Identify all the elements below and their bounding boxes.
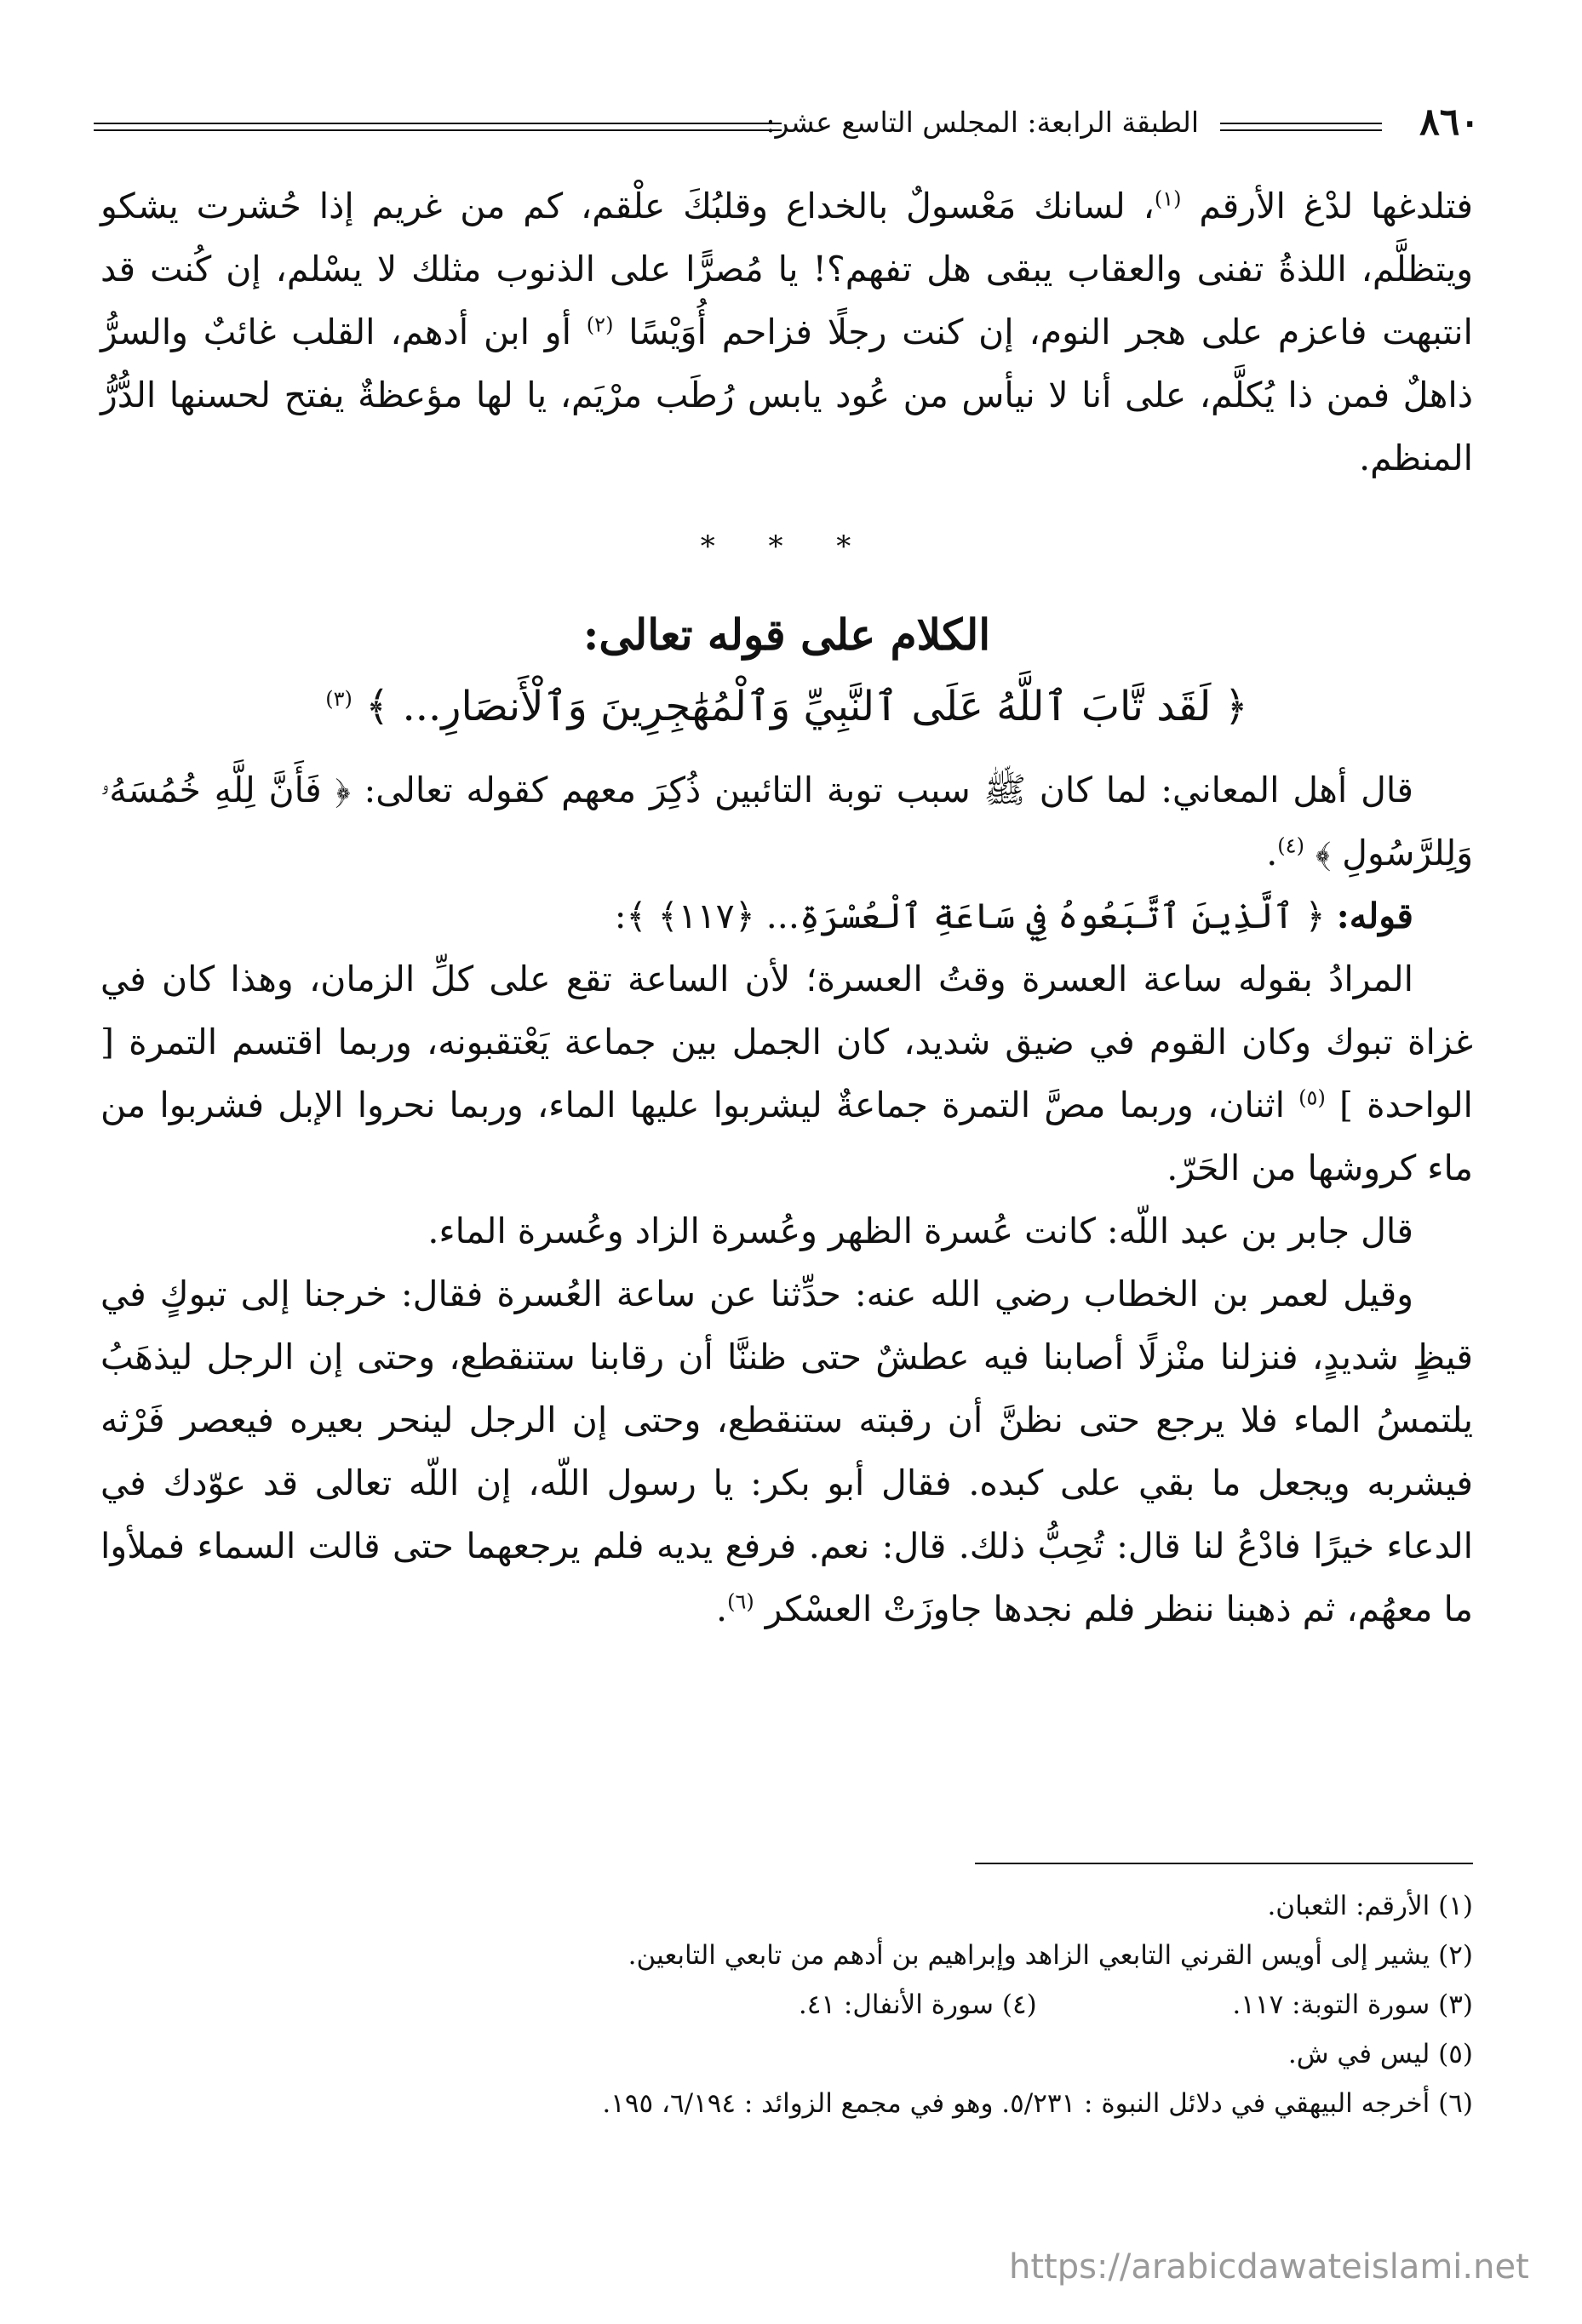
qawluhu-line	[100, 884, 1473, 947]
footnote-text: الأرقم: الثعبان.	[1267, 1891, 1430, 1921]
qawluhu-lead: قوله:	[1336, 896, 1413, 936]
footnote-ref-5: (٥)	[1298, 1085, 1326, 1110]
paragraph-3	[100, 947, 1473, 1199]
footnote-text: سورة التوبة: ١١٧.	[1232, 1989, 1430, 2020]
paragraph-5-end: .	[716, 1588, 728, 1629]
paragraph-2	[100, 758, 1473, 884]
footnote-item	[100, 1881, 1473, 1931]
footnote-number: (٢)	[1438, 1940, 1473, 1971]
footnote-number: (٥)	[1438, 2039, 1473, 2069]
footnote-number: (٤)	[1001, 1989, 1037, 2020]
footnote-text: ليس في ش.	[1287, 2039, 1430, 2069]
paragraph-4	[100, 1199, 1473, 1262]
main-text	[100, 175, 1473, 1640]
footnote-divider	[975, 1863, 1473, 1864]
paragraph-2-end: .	[1266, 833, 1278, 873]
footnote-text: سورة الأنفال: ٤١.	[798, 1989, 994, 2020]
paragraph-1-text-b: ، لسانك مَعْسولٌ بالخداع وقلبُكَ علْقم، كم من غريم إذا حُشرت يشكو ويتظلَّم، اللذةُ تفنى والعقاب يبقى هل تفهم؟! يا مُصرًّا على الذنوب مثلك لا يسْلم، إن كُنت قد انتبهت فاعزم على هجر النوم، إن كنت رجلًا فزاحم أُوَيْسًا	[100, 186, 1473, 352]
footnote-ref-6: (٦)	[727, 1589, 754, 1614]
page-header	[94, 100, 1480, 152]
footnote-text: أخرجه البيهقي في دلائل النبوة : ٥/٢٣١. وهو في مجمع الزوائد : ٦/١٩٤، ١٩٥.	[602, 2088, 1430, 2119]
watermark-link[interactable]: https://arabicdawateislami.net	[1009, 2247, 1529, 2287]
footnote-item	[100, 1931, 1473, 1980]
header-rule-right	[1220, 123, 1382, 131]
footnote-number: (٦)	[1438, 2088, 1473, 2119]
footnote-ref-1: (١)	[1154, 186, 1182, 211]
footnote-item	[100, 1980, 1473, 2029]
footnote-item	[100, 2029, 1473, 2079]
paragraph-3-text-a: المرادُ بقوله ساعة العسرة وقتُ العسرة؛ لأن الساعة تقع على كلِّ الزمان، وهذا كان في غزاة تبوك وكان القوم في ضيق شديد، كان الجمل بين جماعة يَعْتقبونه، وربما اقتسم التمرة [ الواحدة ]	[100, 959, 1473, 1125]
paragraph-1	[100, 175, 1473, 489]
page-number: ٨٦٠	[1419, 100, 1480, 144]
paragraph-5	[100, 1262, 1473, 1640]
footnote-text: يشير إلى أويس القرني التابعي الزاهد وإبراهيم بن أدهم من تابعي التابعين.	[628, 1940, 1430, 1971]
paragraph-3-text-b: اثنان، وربما مصَّ التمرة جماعةٌ ليشربوا عليها الماء، وربما نحروا الإبل فشربوا من ماء كروشها من الحَرّ.	[100, 1085, 1473, 1188]
paragraph-1-text-c: أو ابن أدهم، القلب غائبٌ والسرُّ ذاهلٌ فمن ذا يُكلَّم، على أنا لا نيأس من عُود يابس رُطَب مرْيَم، يا لها مؤعظةٌ يفتح لحسنها الدُّرُّ المنظم.	[100, 312, 1473, 478]
footnote-number: (١)	[1438, 1891, 1473, 1921]
section-separator: * * *	[700, 529, 874, 564]
paragraph-4-text: قال جابر بن عبد اللّه: كانت عُسرة الظهر وعُسرة الزاد وعُسرة الماء.	[427, 1211, 1413, 1251]
footnote-ref-3: (٣)	[325, 687, 353, 711]
footnote-ref-2: (٢)	[586, 312, 614, 337]
footnotes	[100, 1881, 1473, 2128]
qawluhu-verse: ﴿ ٱلَّذِينَ ٱتَّبَعُوهُ فِي سَاعَةِ ٱلْعُسْرَةِ... ﴿١١٧﴾ ﴾:	[614, 896, 1326, 936]
paragraph-5-text: وقيل لعمر بن الخطاب رضي الله عنه: حدِّثنا عن ساعة العُسرة فقال: خرجنا إلى تبوكٍ في قيظٍ شديدٍ، فنزلنا منْزلًا أصابنا فيه عطشٌ حتى ظننَّا أن رقابنا ستنقطع، وحتى إن الرجل ليذهَبُ يلتمسُ الماء فلا يرجع حتى نظنَّ أن رقبته ستنقطع، وحتى إن الرجل لينحر بعيره فيعصر فَرْثه فيشربه ويجعل ما بقي على كبده. فقال أبو بكر: يا رسول اللّه، إن اللّه تعالى قد عوّدك في الدعاء خيرًا فادْعُ لنا قال: تُحِبُّ ذلك. قال: نعم. فرفع يديه فلم يرجعهما حتى قالت السماء فملأوا ما معهُم، ثم ذهبنا ننظر فلم نجدها جاوزَتْ العسْكر	[100, 1274, 1473, 1629]
section-title: الكلام على قوله تعالى:	[582, 610, 991, 660]
section-verse	[100, 675, 1473, 738]
footnote-ref-4: (٤)	[1277, 833, 1304, 858]
running-title: الطبقة الرابعة: المجلس التاسع عشر:	[765, 106, 1199, 139]
paragraph-1-text-a: فتلدغها لدْغ الأرقم	[1199, 186, 1473, 226]
footnote-number: (٣)	[1438, 1989, 1473, 2020]
paragraph-2-text: قال أهل المعاني: لما كان ﷺ سبب توبة التائبين ذُكِرَ معهم كقوله تعالى: ﴿ فَأَنَّ لِلَّهِ خُمُسَهُۥ وَلِلرَّسُولِ ﴾	[100, 770, 1473, 873]
footnote-item	[100, 2079, 1473, 2128]
header-rule-left	[94, 123, 782, 131]
section-verse-text: ﴿ لَقَد تَّابَ ٱللَّهُ عَلَى ٱلنَّبِيِّ وَٱلْمُهَٰجِرِينَ وَٱلْأَنصَارِ... ﴾	[365, 683, 1248, 730]
